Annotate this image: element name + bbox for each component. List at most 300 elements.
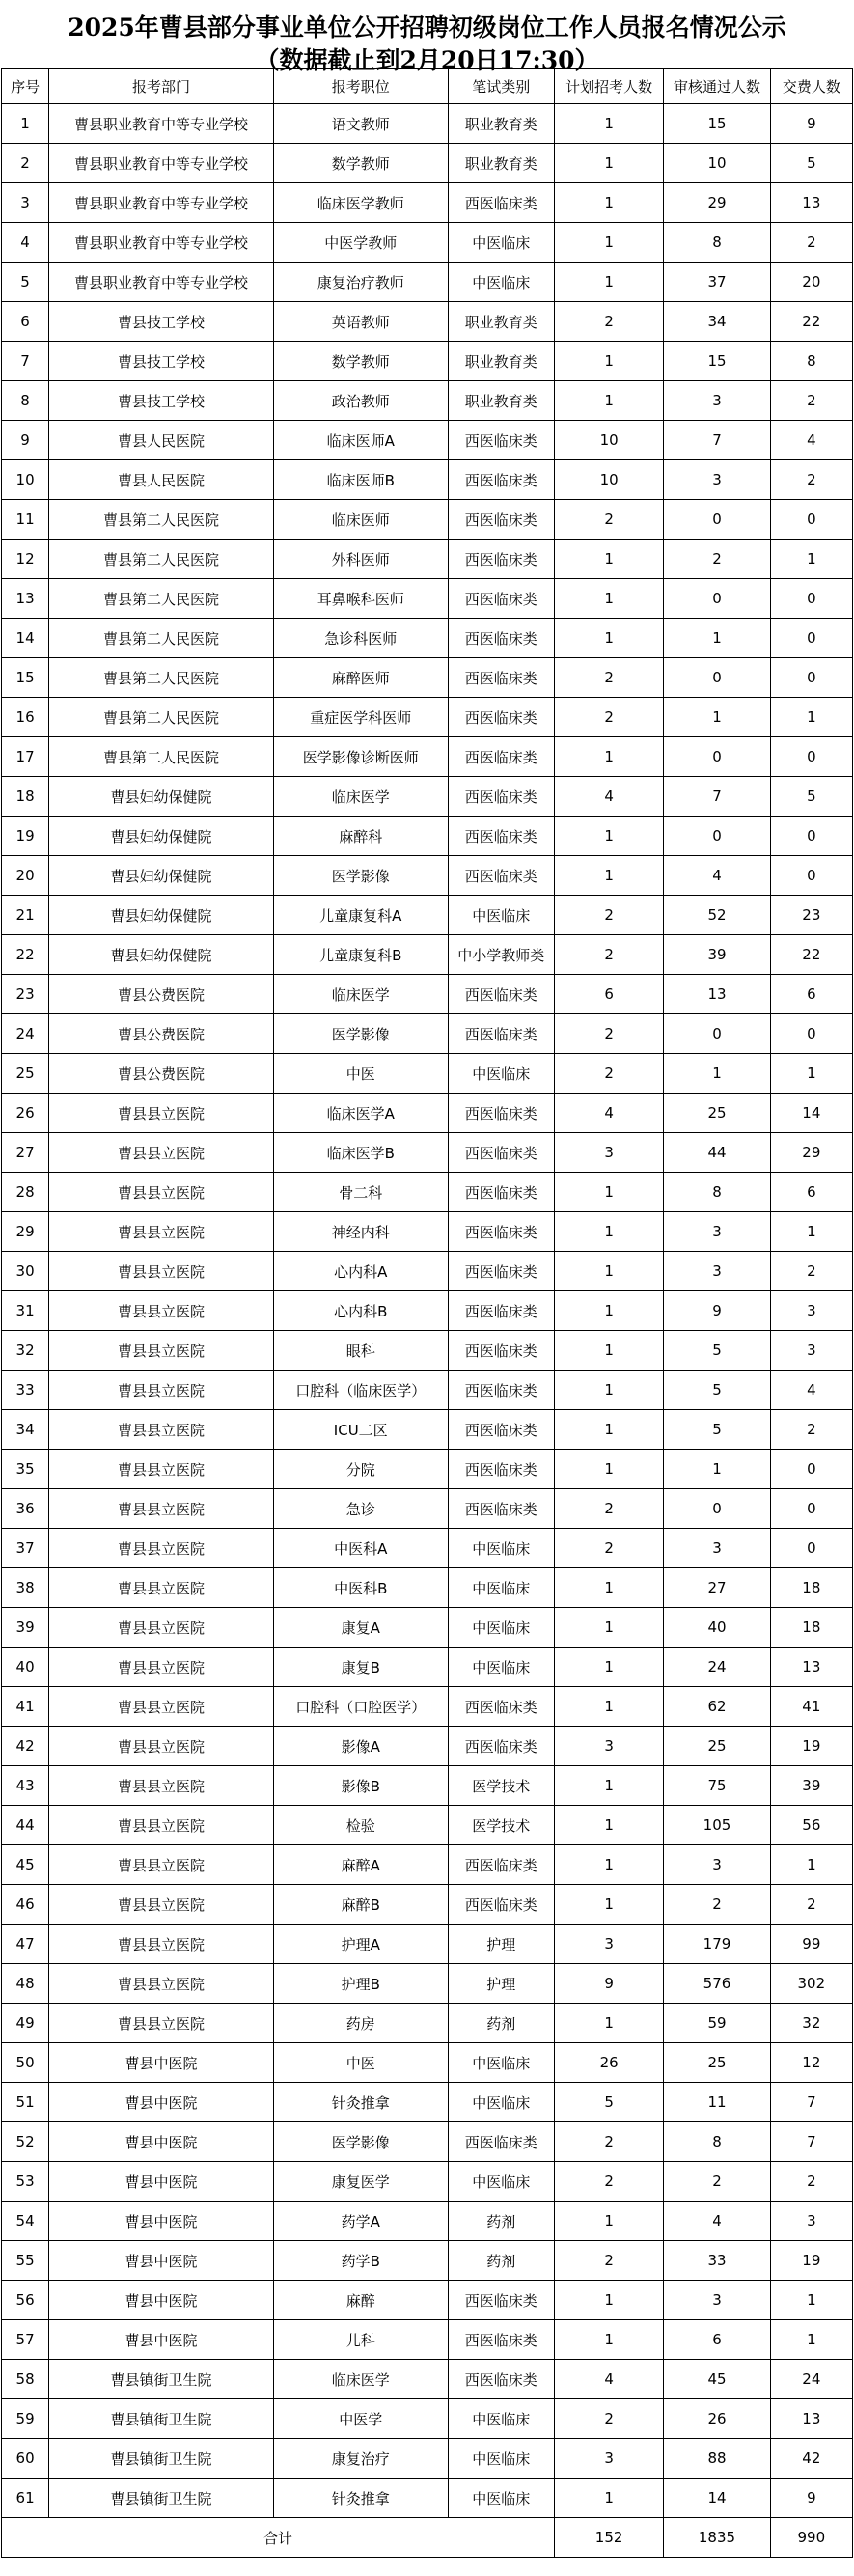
row-planned-hires: 1 (554, 2479, 663, 2518)
row-paid-count: 2 (770, 1885, 852, 1925)
row-department: 曹县县立医院 (49, 1173, 274, 1212)
row-paid-count: 6 (770, 975, 852, 1014)
row-paid-count: 1 (770, 1845, 852, 1885)
table-row (2, 2202, 853, 2241)
row-department: 曹县职业教育中等专业学校 (49, 104, 274, 144)
row-approved-count: 8 (664, 1173, 770, 1212)
row-department: 曹县中医院 (49, 2320, 274, 2360)
row-index: 27 (2, 1133, 49, 1173)
row-index: 33 (2, 1371, 49, 1410)
row-department: 曹县镇街卫生院 (49, 2399, 274, 2439)
row-paid-count: 39 (770, 1766, 852, 1806)
table-row (2, 2083, 853, 2122)
row-approved-count: 59 (664, 2004, 770, 2043)
row-exam-category: 西医临床类 (448, 2360, 554, 2399)
row-index: 57 (2, 2320, 49, 2360)
row-position: 口腔科（口腔医学） (273, 1687, 448, 1727)
row-planned-hires: 6 (554, 975, 663, 1014)
table-row (2, 342, 853, 381)
total-paid: 990 (770, 2518, 852, 2558)
row-index: 54 (2, 2202, 49, 2241)
row-index: 44 (2, 1806, 49, 1845)
row-approved-count: 3 (664, 1845, 770, 1885)
row-index: 35 (2, 1450, 49, 1489)
row-paid-count: 0 (770, 1529, 852, 1568)
row-approved-count: 1 (664, 619, 770, 658)
row-paid-count: 2 (770, 1410, 852, 1450)
row-approved-count: 14 (664, 2479, 770, 2518)
total-approved: 1835 (664, 2518, 770, 2558)
table-row (2, 1885, 853, 1925)
row-department: 曹县技工学校 (49, 342, 274, 381)
row-paid-count: 1 (770, 1212, 852, 1252)
row-planned-hires: 1 (554, 263, 663, 302)
row-planned-hires: 1 (554, 1845, 663, 1885)
row-planned-hires: 10 (554, 460, 663, 500)
row-exam-category: 西医临床类 (448, 2281, 554, 2320)
row-position: 影像B (273, 1766, 448, 1806)
row-planned-hires: 3 (554, 1925, 663, 1964)
row-department: 曹县镇街卫生院 (49, 2360, 274, 2399)
row-exam-category: 职业教育类 (448, 381, 554, 421)
row-planned-hires: 1 (554, 2320, 663, 2360)
row-index: 22 (2, 935, 49, 975)
row-planned-hires: 1 (554, 2004, 663, 2043)
row-planned-hires: 1 (554, 856, 663, 896)
row-exam-category: 西医临床类 (448, 1845, 554, 1885)
row-paid-count: 4 (770, 1371, 852, 1410)
row-paid-count: 13 (770, 183, 852, 223)
row-exam-category: 职业教育类 (448, 144, 554, 183)
table-row (2, 1608, 853, 1648)
row-department: 曹县中医院 (49, 2202, 274, 2241)
row-exam-category: 中医临床 (448, 2439, 554, 2479)
row-exam-category: 职业教育类 (448, 342, 554, 381)
row-department: 曹县职业教育中等专业学校 (49, 223, 274, 263)
row-paid-count: 1 (770, 1054, 852, 1094)
row-index: 38 (2, 1568, 49, 1608)
row-paid-count: 0 (770, 1450, 852, 1489)
table-row (2, 183, 853, 223)
row-position: 护理A (273, 1925, 448, 1964)
row-department: 曹县第二人民医院 (49, 540, 274, 579)
row-index: 56 (2, 2281, 49, 2320)
row-planned-hires: 1 (554, 1687, 663, 1727)
row-index: 23 (2, 975, 49, 1014)
table-row (2, 1806, 853, 1845)
row-department: 曹县镇街卫生院 (49, 2439, 274, 2479)
row-department: 曹县妇幼保健院 (49, 896, 274, 935)
row-paid-count: 22 (770, 302, 852, 342)
row-department: 曹县技工学校 (49, 381, 274, 421)
row-approved-count: 24 (664, 1648, 770, 1687)
row-position: 康复A (273, 1608, 448, 1648)
row-index: 58 (2, 2360, 49, 2399)
row-planned-hires: 1 (554, 104, 663, 144)
row-index: 6 (2, 302, 49, 342)
row-planned-hires: 1 (554, 342, 663, 381)
row-paid-count: 0 (770, 619, 852, 658)
row-exam-category: 药剂 (448, 2004, 554, 2043)
row-exam-category: 中医临床 (448, 1529, 554, 1568)
row-position: 医学影像 (273, 2122, 448, 2162)
table-row (2, 658, 853, 698)
row-planned-hires: 2 (554, 2399, 663, 2439)
row-department: 曹县镇街卫生院 (49, 2479, 274, 2518)
row-paid-count: 6 (770, 1173, 852, 1212)
row-position: 中医学 (273, 2399, 448, 2439)
row-planned-hires: 2 (554, 1489, 663, 1529)
row-planned-hires: 1 (554, 1450, 663, 1489)
table-row (2, 1014, 853, 1054)
row-position: 骨二科 (273, 1173, 448, 1212)
row-department: 曹县公费医院 (49, 1054, 274, 1094)
row-exam-category: 中医临床 (448, 1054, 554, 1094)
row-exam-category: 中医临床 (448, 896, 554, 935)
row-paid-count: 0 (770, 1014, 852, 1054)
row-planned-hires: 1 (554, 1568, 663, 1608)
row-planned-hires: 9 (554, 1964, 663, 2004)
table-row (2, 2162, 853, 2202)
row-department: 曹县妇幼保健院 (49, 935, 274, 975)
row-department: 曹县县立医院 (49, 1687, 274, 1727)
row-department: 曹县县立医院 (49, 1371, 274, 1410)
row-paid-count: 1 (770, 2281, 852, 2320)
table-row (2, 1410, 853, 1450)
row-approved-count: 11 (664, 2083, 770, 2122)
row-planned-hires: 1 (554, 381, 663, 421)
row-approved-count: 3 (664, 1212, 770, 1252)
row-index: 13 (2, 579, 49, 619)
row-approved-count: 0 (664, 817, 770, 856)
row-paid-count: 0 (770, 737, 852, 777)
table-row (2, 777, 853, 817)
row-index: 19 (2, 817, 49, 856)
row-position: 康复治疗教师 (273, 263, 448, 302)
row-paid-count: 3 (770, 2202, 852, 2241)
row-position: 临床医师A (273, 421, 448, 460)
table-row (2, 2360, 853, 2399)
row-planned-hires: 26 (554, 2043, 663, 2083)
row-planned-hires: 4 (554, 1094, 663, 1133)
row-department: 曹县县立医院 (49, 1845, 274, 1885)
row-index: 3 (2, 183, 49, 223)
header-index: 序号 (2, 69, 49, 104)
table-row (2, 935, 853, 975)
row-exam-category: 职业教育类 (448, 104, 554, 144)
table-row (2, 263, 853, 302)
row-index: 5 (2, 263, 49, 302)
row-paid-count: 23 (770, 896, 852, 935)
row-planned-hires: 1 (554, 2202, 663, 2241)
row-department: 曹县县立医院 (49, 1964, 274, 2004)
row-position: 药学A (273, 2202, 448, 2241)
row-exam-category: 西医临床类 (448, 421, 554, 460)
row-approved-count: 25 (664, 1094, 770, 1133)
row-index: 7 (2, 342, 49, 381)
row-approved-count: 0 (664, 737, 770, 777)
table-row (2, 2399, 853, 2439)
header-position: 报考职位 (273, 69, 448, 104)
row-index: 61 (2, 2479, 49, 2518)
row-department: 曹县第二人民医院 (49, 619, 274, 658)
row-approved-count: 0 (664, 500, 770, 540)
row-planned-hires: 4 (554, 777, 663, 817)
row-paid-count: 2 (770, 460, 852, 500)
row-approved-count: 29 (664, 183, 770, 223)
row-paid-count: 18 (770, 1568, 852, 1608)
row-planned-hires: 1 (554, 737, 663, 777)
row-paid-count: 1 (770, 2320, 852, 2360)
row-paid-count: 9 (770, 104, 852, 144)
row-exam-category: 中医临床 (448, 2043, 554, 2083)
row-paid-count: 19 (770, 1727, 852, 1766)
row-exam-category: 中医临床 (448, 2479, 554, 2518)
row-position: 临床医学A (273, 1094, 448, 1133)
row-position: 临床医师 (273, 500, 448, 540)
row-exam-category: 中医临床 (448, 1608, 554, 1648)
row-planned-hires: 2 (554, 2122, 663, 2162)
row-approved-count: 75 (664, 1766, 770, 1806)
table-row (2, 896, 853, 935)
row-department: 曹县公费医院 (49, 975, 274, 1014)
row-position: 语文教师 (273, 104, 448, 144)
row-approved-count: 2 (664, 2162, 770, 2202)
table-row (2, 1727, 853, 1766)
row-planned-hires: 3 (554, 1133, 663, 1173)
row-paid-count: 0 (770, 500, 852, 540)
row-department: 曹县县立医院 (49, 1925, 274, 1964)
row-position: 药学B (273, 2241, 448, 2281)
row-paid-count: 32 (770, 2004, 852, 2043)
row-paid-count: 0 (770, 1489, 852, 1529)
table-row (2, 1648, 853, 1687)
row-department: 曹县县立医院 (49, 1608, 274, 1648)
row-department: 曹县县立医院 (49, 1568, 274, 1608)
row-approved-count: 26 (664, 2399, 770, 2439)
row-planned-hires: 2 (554, 2241, 663, 2281)
row-exam-category: 中医临床 (448, 223, 554, 263)
row-exam-category: 西医临床类 (448, 1489, 554, 1529)
row-index: 47 (2, 1925, 49, 1964)
row-department: 曹县妇幼保健院 (49, 777, 274, 817)
row-department: 曹县县立医院 (49, 1766, 274, 1806)
row-planned-hires: 1 (554, 817, 663, 856)
table-row (2, 1925, 853, 1964)
table-row (2, 1212, 853, 1252)
row-department: 曹县中医院 (49, 2281, 274, 2320)
row-position: 中医科A (273, 1529, 448, 1568)
row-approved-count: 7 (664, 421, 770, 460)
table-row (2, 619, 853, 658)
row-approved-count: 1 (664, 698, 770, 737)
row-position: 口腔科（临床医学） (273, 1371, 448, 1410)
registration-table (1, 68, 853, 2558)
row-paid-count: 19 (770, 2241, 852, 2281)
row-paid-count: 0 (770, 856, 852, 896)
row-position: 康复B (273, 1648, 448, 1687)
table-row (2, 2122, 853, 2162)
row-index: 31 (2, 1291, 49, 1331)
row-index: 46 (2, 1885, 49, 1925)
table-row (2, 2241, 853, 2281)
row-approved-count: 4 (664, 856, 770, 896)
row-position: 麻醉 (273, 2281, 448, 2320)
row-planned-hires: 1 (554, 1766, 663, 1806)
row-department: 曹县县立医院 (49, 1450, 274, 1489)
row-position: 医学影像诊断医师 (273, 737, 448, 777)
row-paid-count: 5 (770, 144, 852, 183)
row-index: 51 (2, 2083, 49, 2122)
row-approved-count: 3 (664, 1529, 770, 1568)
row-approved-count: 39 (664, 935, 770, 975)
row-paid-count: 42 (770, 2439, 852, 2479)
row-planned-hires: 1 (554, 1885, 663, 1925)
row-exam-category: 西医临床类 (448, 1885, 554, 1925)
row-department: 曹县妇幼保健院 (49, 856, 274, 896)
row-planned-hires: 2 (554, 1529, 663, 1568)
table-row (2, 1094, 853, 1133)
row-paid-count: 2 (770, 223, 852, 263)
row-position: 分院 (273, 1450, 448, 1489)
row-index: 59 (2, 2399, 49, 2439)
row-index: 12 (2, 540, 49, 579)
row-index: 18 (2, 777, 49, 817)
total-label: 合计 (2, 2518, 555, 2558)
row-position: 眼科 (273, 1331, 448, 1371)
row-department: 曹县县立医院 (49, 2004, 274, 2043)
row-position: 临床医学 (273, 777, 448, 817)
table-row (2, 1133, 853, 1173)
header-planned-hires: 计划招考人数 (554, 69, 663, 104)
row-index: 15 (2, 658, 49, 698)
row-paid-count: 7 (770, 2083, 852, 2122)
header-approved-count: 审核通过人数 (664, 69, 770, 104)
row-exam-category: 西医临床类 (448, 1014, 554, 1054)
row-paid-count: 0 (770, 579, 852, 619)
row-position: 针灸推拿 (273, 2083, 448, 2122)
row-planned-hires: 1 (554, 2281, 663, 2320)
row-exam-category: 医学技术 (448, 1806, 554, 1845)
row-position: 康复医学 (273, 2162, 448, 2202)
row-paid-count: 24 (770, 2360, 852, 2399)
row-position: ICU二区 (273, 1410, 448, 1450)
row-position: 检验 (273, 1806, 448, 1845)
row-exam-category: 西医临床类 (448, 1252, 554, 1291)
row-position: 麻醉A (273, 1845, 448, 1885)
row-index: 1 (2, 104, 49, 144)
table-row (2, 460, 853, 500)
row-index: 28 (2, 1173, 49, 1212)
row-position: 中医科B (273, 1568, 448, 1608)
row-index: 41 (2, 1687, 49, 1727)
table-body (2, 104, 853, 2518)
row-index: 50 (2, 2043, 49, 2083)
row-planned-hires: 1 (554, 540, 663, 579)
row-index: 48 (2, 1964, 49, 2004)
row-index: 37 (2, 1529, 49, 1568)
table-row (2, 1845, 853, 1885)
row-position: 药房 (273, 2004, 448, 2043)
row-department: 曹县人民医院 (49, 460, 274, 500)
row-approved-count: 576 (664, 1964, 770, 2004)
row-paid-count: 41 (770, 1687, 852, 1727)
row-paid-count: 0 (770, 817, 852, 856)
row-exam-category: 西医临床类 (448, 619, 554, 658)
row-planned-hires: 2 (554, 2162, 663, 2202)
row-planned-hires: 1 (554, 1291, 663, 1331)
row-exam-category: 西医临床类 (448, 777, 554, 817)
row-paid-count: 1 (770, 540, 852, 579)
table-row (2, 737, 853, 777)
row-approved-count: 1 (664, 1054, 770, 1094)
row-approved-count: 8 (664, 223, 770, 263)
row-position: 麻醉科 (273, 817, 448, 856)
row-approved-count: 4 (664, 2202, 770, 2241)
table-row (2, 2043, 853, 2083)
row-position: 临床医师B (273, 460, 448, 500)
row-index: 8 (2, 381, 49, 421)
row-position: 数学教师 (273, 342, 448, 381)
row-exam-category: 中医临床 (448, 2399, 554, 2439)
row-planned-hires: 1 (554, 223, 663, 263)
table-row (2, 1173, 853, 1212)
row-planned-hires: 5 (554, 2083, 663, 2122)
row-position: 儿童康复科A (273, 896, 448, 935)
total-planned: 152 (554, 2518, 663, 2558)
row-department: 曹县妇幼保健院 (49, 817, 274, 856)
row-approved-count: 45 (664, 2360, 770, 2399)
row-position: 临床医学 (273, 2360, 448, 2399)
row-approved-count: 25 (664, 2043, 770, 2083)
row-index: 14 (2, 619, 49, 658)
row-approved-count: 1 (664, 1450, 770, 1489)
row-approved-count: 25 (664, 1727, 770, 1766)
header-paid-count: 交费人数 (770, 69, 852, 104)
row-index: 16 (2, 698, 49, 737)
row-paid-count: 0 (770, 658, 852, 698)
row-exam-category: 药剂 (448, 2241, 554, 2281)
table-row (2, 698, 853, 737)
table-row (2, 302, 853, 342)
row-exam-category: 西医临床类 (448, 1727, 554, 1766)
row-department: 曹县中医院 (49, 2083, 274, 2122)
row-position: 心内科B (273, 1291, 448, 1331)
row-approved-count: 105 (664, 1806, 770, 1845)
row-department: 曹县县立医院 (49, 1727, 274, 1766)
row-position: 麻醉医师 (273, 658, 448, 698)
row-planned-hires: 1 (554, 1331, 663, 1371)
row-position: 针灸推拿 (273, 2479, 448, 2518)
row-planned-hires: 1 (554, 1252, 663, 1291)
row-department: 曹县中医院 (49, 2241, 274, 2281)
row-index: 17 (2, 737, 49, 777)
header-exam-category: 笔试类别 (448, 69, 554, 104)
row-department: 曹县职业教育中等专业学校 (49, 183, 274, 223)
row-exam-category: 护理 (448, 1925, 554, 1964)
row-paid-count: 22 (770, 935, 852, 975)
row-department: 曹县职业教育中等专业学校 (49, 263, 274, 302)
row-exam-category: 西医临床类 (448, 1450, 554, 1489)
row-position: 临床医学 (273, 975, 448, 1014)
row-department: 曹县中医院 (49, 2043, 274, 2083)
row-paid-count: 302 (770, 1964, 852, 2004)
row-exam-category: 西医临床类 (448, 500, 554, 540)
row-exam-category: 西医临床类 (448, 460, 554, 500)
row-position: 重症医学科医师 (273, 698, 448, 737)
row-approved-count: 0 (664, 579, 770, 619)
table-row (2, 1529, 853, 1568)
